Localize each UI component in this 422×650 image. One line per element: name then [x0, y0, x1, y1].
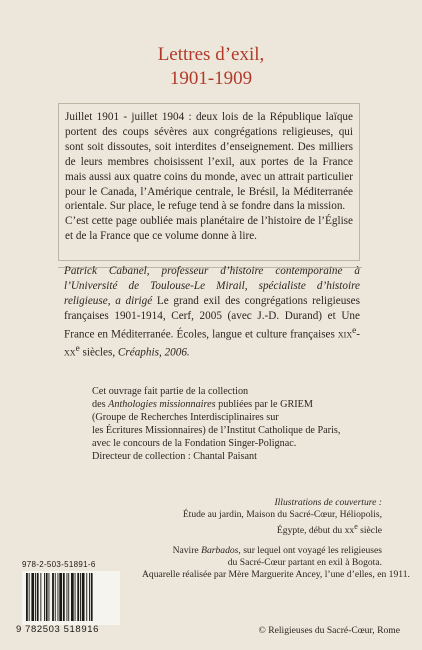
credits-line-2-sup: e	[354, 522, 358, 531]
isbn-text: 978-2-503-51891-6	[22, 560, 96, 569]
collection-line-2	[92, 398, 382, 411]
author-works: Le grand exil des congrégations religieuses françaises 1901-1914, Cerf, 2005 (avec J.-D. Durand) et Une France en Méditerranée. Écoles, langue et culture françaises	[64, 294, 360, 341]
summary-text-2: C’est cette page oubliée mais planétaire de l’histoire de l’Église et de la France que ce volume donne à lire.	[65, 215, 353, 243]
credits-heading: Illustrations de couverture :	[274, 497, 382, 508]
credits-line-2-end: siècle	[357, 525, 382, 537]
credits-line-2	[142, 521, 382, 537]
credits-line-2-text: Égypte, début du xx	[276, 525, 355, 537]
barcode-icon	[22, 571, 120, 625]
collection-info	[92, 385, 382, 463]
collection-line-2-prefix: des	[92, 399, 109, 410]
author-year: 2006.	[164, 347, 190, 359]
collection-series-name: Anthologies missionnaires	[108, 399, 216, 410]
century-sup-1: e	[352, 325, 357, 336]
collection-line-2-suffix: publiées par le GRIEM	[215, 399, 313, 410]
century-dash: -	[356, 328, 360, 341]
author-publisher: Créaphis,	[117, 347, 162, 359]
ship-name: Barbados	[201, 545, 239, 557]
illustration-credits	[142, 497, 410, 581]
summary-text: Juillet 1901 - juillet 1904 : deux lois de la République laïque portent des coups sévères aux congrégations religieuses, qui sont soit dissoutes, soit interdites d’enseignement. Des milliers de leurs membres choisissent l’exil, aux portes de la France mais aussi aux quatre coins du monde, avec un attrait particulier pour le Canada, l’Amérique centrale, le Brésil, la Méditerranée orientale. Sur place, le refuge tend à se fondre dans la mission.	[65, 111, 353, 213]
credits-line-3-prefix: Navire	[172, 545, 202, 557]
summary-box	[58, 103, 360, 261]
credits-line-3	[142, 545, 382, 557]
century-xix: xix	[337, 328, 353, 341]
collection-line-3: (Groupe de Recherches Interdisciplinaires sur	[92, 412, 279, 423]
copyright: © Religieuses du Sacré-Cœur, Rome	[258, 625, 400, 636]
century-sup-2: e	[75, 344, 80, 355]
credits-line-5: Aquarelle réalisée par Mère Marguerite Ancey, l’une d’elles, en 1911.	[142, 569, 410, 581]
collection-line-4: les Écritures Missionnaires) de l’Institut Catholique de Paris,	[92, 425, 341, 436]
collection-line-1: Cet ouvrage fait partie de la collection	[92, 386, 249, 397]
author-bio	[64, 264, 360, 361]
collection-line-5: avec le concours de la Fondation Singer-Polignac.	[92, 438, 297, 449]
credits-line-1: Étude au jardin, Maison du Sacré-Cœur, Héliopolis,	[182, 509, 382, 520]
barcode-digits: 9 782503 518916	[16, 624, 99, 635]
credits-gap	[142, 537, 382, 545]
credits-line-4: du Sacré-Cœur partant en exil à Bogota.	[227, 557, 382, 569]
collection-director: Directeur de collection : Chantal Paisant	[92, 451, 257, 462]
credits-line-3-suffix: , sur lequel ont voyagé les religieuses	[238, 545, 382, 557]
century-xx: xx	[64, 347, 76, 359]
book-dates: 1901-1909	[169, 68, 253, 89]
author-works-2: siècles,	[82, 347, 116, 359]
author-bio-text: Patrick Cabanel, professeur d’histoire contemporaine à l’Université de Toulouse-Le Mirail, spécialiste d’histoire religieuse, a dirigé	[64, 265, 360, 307]
book-title: Lettres d’exil,	[157, 44, 265, 65]
